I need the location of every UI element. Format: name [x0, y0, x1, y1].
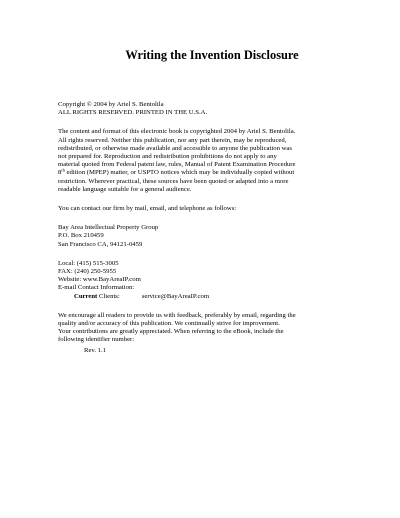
- email-label-current: Current: [74, 292, 98, 300]
- document-title: Writing the Invention Disclosure: [125, 48, 299, 62]
- feedback-line: quality and/or accuracy of this publication. We continually strive for improvement.: [58, 320, 280, 328]
- notice-line: restriction. Wherever practical, these sources have been quoted or adapted into a more: [58, 177, 289, 185]
- notice-line: material quoted from Federal patent law, rules, Manual of Patent Examination Procedure: [58, 161, 296, 169]
- contact-intro: You can contact our firm by mail, email, and telephone as follows:: [58, 205, 237, 213]
- copyright-block: [58, 101, 362, 117]
- po-box: P.O. Box 210459: [58, 232, 104, 240]
- copyright-line: Copyright © 2004 by Ariel S. Bentolila: [58, 101, 164, 108]
- local-phone: Local: (415) 515-3005: [58, 259, 119, 267]
- notice-line: not prepared for. Reproduction and redistribution prohibitions do not apply to any: [58, 153, 277, 161]
- email-heading: E-mail Contact Information:: [58, 284, 135, 292]
- city-line: San Francisco CA, 94121-0459: [58, 240, 143, 248]
- notice-line: All rights reserved. Neither this publication, nor any part therein, may be reproduced,: [58, 136, 287, 144]
- notice-line: redistributed, or otherwise made available and accessible to anyone the publication was: [58, 144, 292, 152]
- notice-line-rest: edition (MPEP) matter, or USPTO notices which may be individually copied without: [64, 169, 295, 177]
- fax-number: FAX: (240) 250-5955: [58, 268, 117, 276]
- feedback-paragraph: [58, 312, 362, 355]
- edition-suffix: th: [61, 167, 65, 173]
- edition-number: 8: [58, 169, 62, 177]
- email-label-clients: Clients:: [97, 292, 120, 300]
- feedback-line: We encourage all readers to provide us with feedback, preferably by email, regarding the: [58, 311, 296, 319]
- rights-reserved-line: ALL RIGHTS RESERVED. PRINTED IN THE U.S.A.: [58, 109, 208, 117]
- notice-line: The content and format of this electronic book is copyrighted 2004 by Ariel S. Bentolila.: [58, 128, 296, 136]
- feedback-line: following identifier number:: [58, 336, 135, 344]
- copyright-notice-paragraph: [58, 128, 362, 194]
- notice-line: readable language suitable for a general audience.: [58, 185, 192, 193]
- feedback-line: Your contributions are greatly appreciated. When referring to the eBook, include the: [58, 328, 284, 336]
- notice-line: [58, 169, 362, 177]
- website-line: Website: www.BayAreaIP.com: [58, 276, 141, 284]
- firm-name: Bay Area Intellectual Property Group: [58, 224, 159, 232]
- email-address: service@BayAreaIP.com: [141, 292, 210, 300]
- mailing-address: [58, 224, 362, 249]
- contact-details: [58, 260, 362, 301]
- email-contact-row: [58, 293, 362, 301]
- revision-identifier: Rev. 1.1: [84, 346, 107, 354]
